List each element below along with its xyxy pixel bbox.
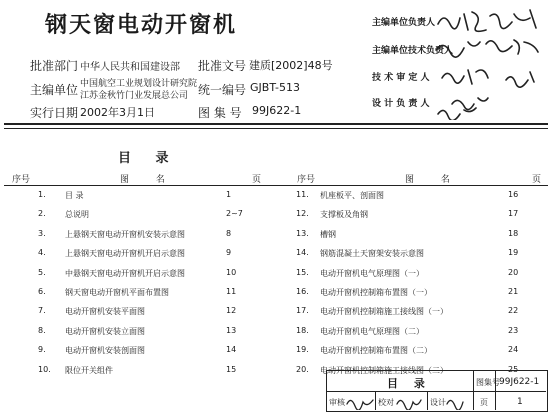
toc-row-page: 2~7 (226, 209, 243, 219)
effective-date-label: 实行日期 (30, 106, 79, 120)
toc-row-number: 16. (296, 287, 309, 296)
toc-row-page: 22 (508, 306, 519, 316)
toc-row-title: 机座板平、剖面图 (320, 191, 384, 200)
toc-row-title: 电动开窗机控制箱施工接线图（一） (320, 307, 448, 317)
toc-row-number: 2. (38, 209, 46, 219)
toc-row-page: 13 (226, 325, 237, 335)
toc-row-title: 电动开窗机安装平面图 (65, 307, 145, 317)
toc-row-page: 9 (226, 248, 232, 258)
toc-row-number: 10. (38, 364, 51, 374)
toc-row-title: 目 录 (65, 191, 84, 200)
toc-row-page: 10 (226, 267, 237, 277)
approve-doc-label: 批准文号 (198, 59, 247, 73)
title-block-review-label: 审核 (329, 398, 345, 407)
page-title: 钢天窗电动开窗机 (45, 13, 238, 38)
title-block-atlas-label: 图集号 (476, 378, 500, 387)
toc-row-number: 11. (296, 190, 309, 199)
effective-date-value: 2002年3月1日 (80, 106, 155, 119)
responsible-label-1: 主编单位负责人 (372, 18, 436, 28)
title-block-check-label: 校对 (378, 398, 394, 407)
toc-row-title: 上悬钢天窗电动开窗机安装示意图 (65, 229, 185, 239)
unified-code-label: 统一编号 (198, 83, 247, 97)
toc-row-number: 15. (296, 267, 309, 277)
title-block (326, 370, 548, 412)
toc-row-number: 12. (296, 209, 309, 219)
handwritten-signatures (430, 6, 548, 120)
toc-row-page: 12 (226, 306, 237, 316)
title-block-name: 目 录 (387, 377, 431, 390)
toc-row-number: 13. (296, 228, 309, 238)
toc-row-title: 中悬钢天窗电动开窗机开启示意图 (65, 268, 185, 278)
toc-row-number: 7. (38, 306, 46, 316)
toc-row-title: 限位开关组件 (65, 365, 113, 375)
toc-row-title: 电动开窗机安装剖面图 (65, 346, 145, 356)
toc-left-header-page: 页 (252, 175, 262, 185)
responsible-label-3: 技 术 审 定 人 (372, 73, 430, 83)
toc-row-number: 18. (296, 325, 309, 335)
toc-right-header-num: 序号 (297, 175, 316, 185)
toc-row-page: 20 (508, 267, 519, 277)
atlas-label: 图 集 号 (198, 106, 242, 120)
toc-row-number: 20. (296, 364, 309, 374)
toc-row-title: 槽钢 (320, 229, 336, 239)
toc-row-page: 24 (508, 345, 519, 355)
approve-doc-value: 建质[2002]48号 (249, 59, 333, 72)
toc-heading: 目 录 (118, 151, 179, 166)
toc-row-page: 11 (226, 287, 237, 296)
toc-row-title: 电动开窗机电气原理图（一） (320, 268, 424, 278)
toc-row-title: 钢筋混凝土天窗架安装示意图 (320, 249, 424, 259)
title-block-page-value: 1 (517, 397, 523, 407)
unified-code-value: GJBT-513 (250, 81, 300, 94)
toc-row-number: 5. (38, 267, 46, 277)
toc-row-page: 18 (508, 228, 519, 238)
title-block-signatures (345, 392, 475, 410)
toc-row-number: 6. (38, 287, 46, 296)
toc-row-title: 支撑板及角钢 (320, 210, 368, 220)
atlas-value: 99J622-1 (252, 104, 302, 117)
approve-dept-value: 中华人民共和国建设部 (80, 62, 180, 73)
approve-dept-label: 批准部门 (30, 59, 79, 73)
toc-row-page: 8 (226, 228, 232, 238)
toc-row-page: 21 (508, 287, 519, 296)
toc-row-title: 电动开窗机电气原理图（二） (320, 326, 424, 336)
toc-row-title: 上悬钢天窗电动开窗机开启示意图 (65, 249, 185, 259)
title-block-atlas-value: 99J622-1 (499, 377, 540, 387)
responsible-label-2: 主编单位技术负责人 (372, 46, 454, 56)
editor-label: 主编单位 (30, 83, 79, 97)
toc-left-header-name: 图 名 (120, 175, 177, 185)
toc-row-title: 钢天窗电动开窗机平面布置图 (65, 288, 169, 297)
header-divider-thin (4, 128, 548, 129)
toc-row-page: 19 (508, 248, 519, 258)
toc-row-page: 1 (226, 190, 232, 199)
toc-row-title: 电动开窗机控制箱布置图（二） (320, 346, 432, 356)
editor-value-1: 中国航空工业规划设计研究院 (80, 79, 198, 89)
toc-row-number: 1. (38, 190, 46, 199)
responsible-label-4: 设 计 负 责 人 (372, 99, 430, 109)
toc-row-page: 25 (508, 364, 519, 374)
toc-row-title: 电动开窗机安装立面图 (65, 326, 145, 336)
toc-row-number: 14. (296, 248, 309, 258)
toc-header-rule (4, 185, 548, 186)
toc-row-number: 17. (296, 306, 309, 316)
title-block-design-label: 设计 (430, 398, 446, 407)
toc-row-title: 电动开窗机控制箱施工接线图（二） (320, 365, 448, 375)
toc-row-number: 9. (38, 345, 46, 355)
title-block-page-label: 页 (480, 398, 488, 407)
toc-row-number: 4. (38, 248, 46, 258)
toc-row-number: 8. (38, 325, 46, 335)
toc-row-title: 总说明 (65, 210, 89, 220)
toc-row-title: 电动开窗机控制箱布置图（一） (320, 288, 432, 297)
toc-right-header-name: 图 名 (405, 175, 462, 185)
toc-row-number: 3. (38, 228, 46, 238)
toc-row-page: 16 (508, 190, 519, 199)
editor-value-2: 江苏金秋竹门业发展总公司 (80, 91, 189, 101)
toc-row-page: 15 (226, 364, 237, 374)
toc-left-header-num: 序号 (12, 175, 31, 185)
toc-row-number: 19. (296, 345, 309, 355)
header-divider (4, 123, 548, 125)
toc-right-header-page: 页 (532, 175, 542, 185)
toc-row-page: 23 (508, 325, 519, 335)
toc-row-page: 17 (508, 209, 519, 219)
toc-row-page: 14 (226, 345, 237, 355)
